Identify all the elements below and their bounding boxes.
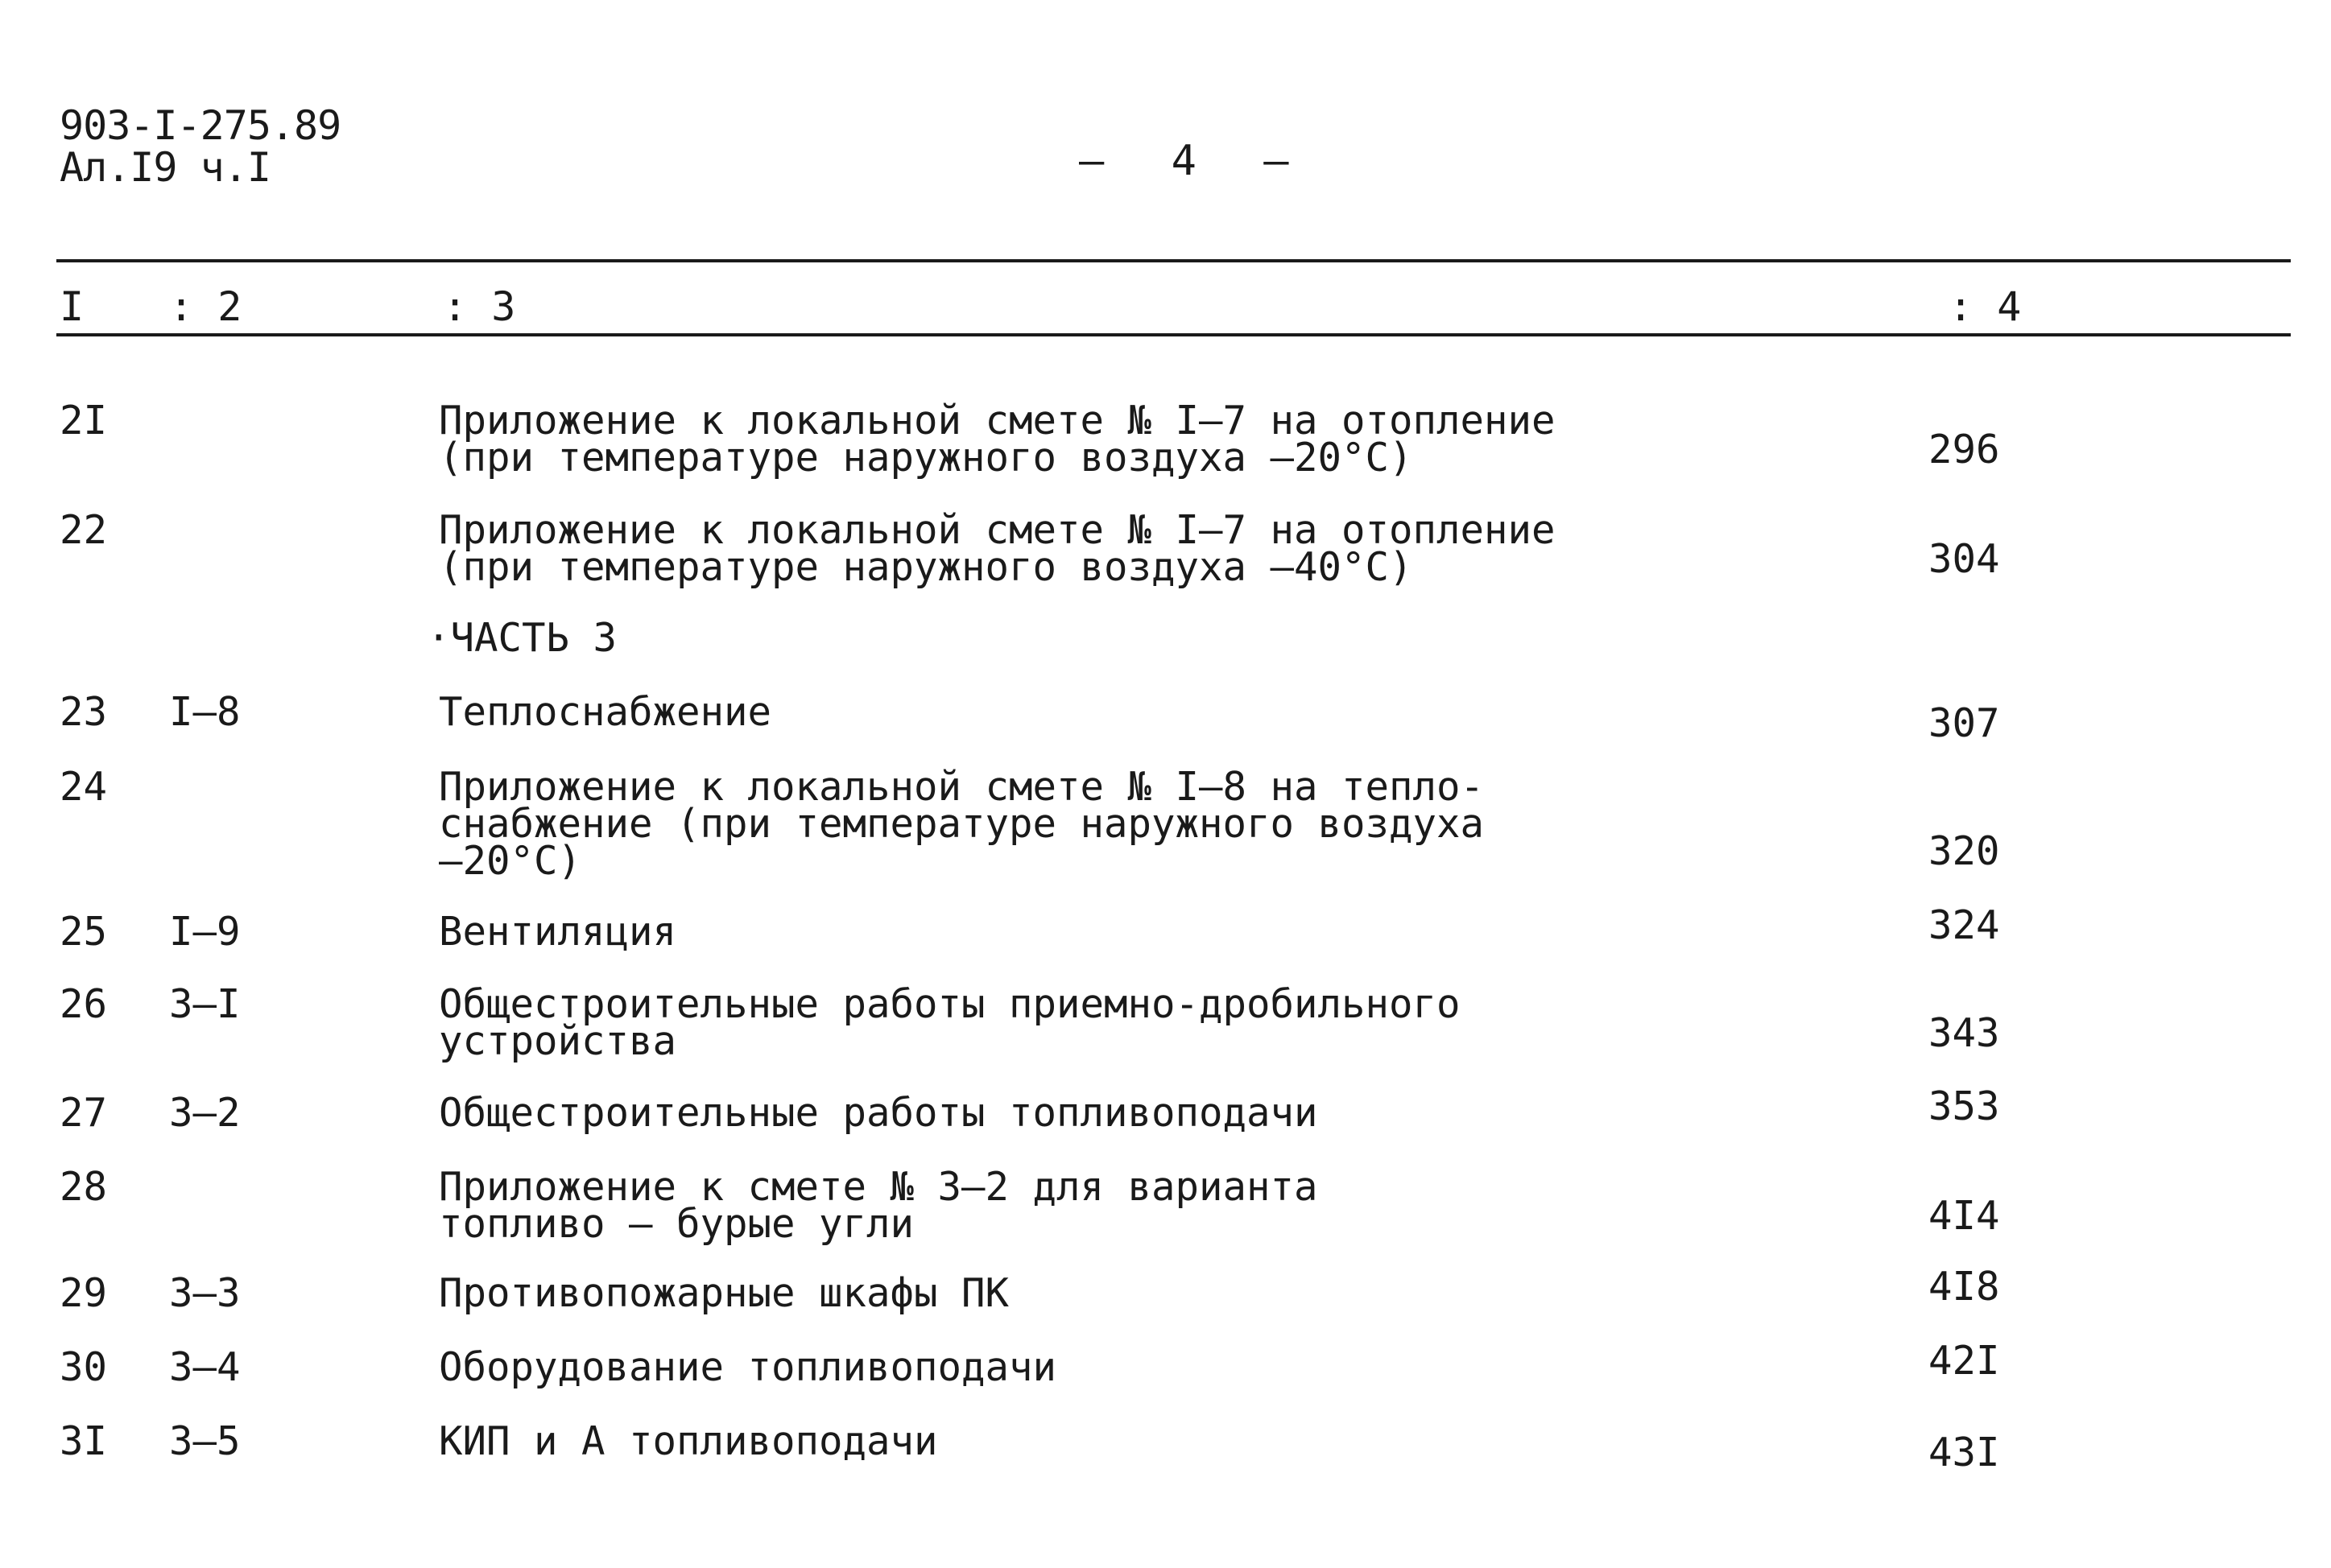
row-number: 24 — [60, 764, 108, 810]
row-title: Теплоснабжение — [439, 689, 772, 735]
row-page: 42I — [1928, 1338, 2000, 1384]
row-page: 43I — [1928, 1430, 2000, 1475]
row-page: 296 — [1928, 427, 2000, 472]
row-estimate-code: I–8 — [169, 689, 241, 735]
row-title: Приложение к смете № 3–2 для варианта топливо – бурые угли — [439, 1164, 1318, 1247]
row-page: 343 — [1928, 1010, 2000, 1056]
row-title: Общестроительные работы приемно-дробильного устройства — [439, 981, 1461, 1064]
row-title: Приложение к локальной смете № I–7 на отопление (при температуре наружного воздуха –40°С) — [439, 507, 1556, 590]
row-page: 353 — [1928, 1083, 2000, 1129]
row-number: 2I — [60, 398, 108, 444]
row-page: 324 — [1928, 902, 2000, 948]
row-title: Оборудование топливоподачи — [439, 1344, 1057, 1390]
table-header-col3: : 3 — [443, 283, 516, 330]
page-number: – 4 – — [1079, 137, 1291, 185]
row-estimate-code: I–9 — [169, 909, 241, 955]
document-code-line1: 903-I-275.89 — [60, 102, 341, 149]
part-label: ·ЧАСТЬ 3 — [427, 615, 618, 661]
row-number: 30 — [60, 1344, 108, 1390]
row-page: 4I4 — [1928, 1193, 2000, 1239]
row-page: 304 — [1928, 536, 2000, 582]
row-estimate-code: 3–5 — [169, 1418, 241, 1464]
table-header-rule — [56, 333, 2291, 336]
row-title: Противопожарные шкафы ПК — [439, 1270, 1010, 1316]
row-number: 28 — [60, 1164, 108, 1210]
row-number: 25 — [60, 909, 108, 955]
row-page: 307 — [1928, 700, 2000, 746]
row-title: Приложение к локальной смете № I–7 на отопление (при температуре наружного воздуха –20°С) — [439, 398, 1556, 481]
row-number: 29 — [60, 1270, 108, 1316]
row-number: 3I — [60, 1418, 108, 1464]
table-top-rule — [56, 259, 2291, 262]
table-header-col4: : 4 — [1949, 283, 2022, 330]
table-header-col1: I — [60, 283, 85, 330]
row-page: 320 — [1928, 828, 2000, 874]
row-title: Общестроительные работы топливоподачи — [439, 1090, 1318, 1136]
row-title: Вентиляция — [439, 909, 677, 955]
row-title: Приложение к локальной смете № I–8 на тепло- снабжение (при температуре наружного воздуха –20°С) — [439, 764, 1485, 884]
row-title: КИП и А топливоподачи — [439, 1418, 938, 1464]
document-code-line2: Ал.I9 ч.I — [60, 144, 271, 191]
row-estimate-code: 3–4 — [169, 1344, 241, 1390]
row-page: 4I8 — [1928, 1264, 2000, 1310]
document-code — [60, 102, 341, 191]
row-estimate-code: 3–3 — [169, 1270, 241, 1316]
row-number: 26 — [60, 981, 108, 1027]
row-number: 27 — [60, 1090, 108, 1136]
table-header-col2: : 2 — [169, 283, 242, 330]
row-number: 22 — [60, 507, 108, 553]
row-number: 23 — [60, 689, 108, 735]
row-estimate-code: 3–I — [169, 981, 241, 1027]
row-estimate-code: 3–2 — [169, 1090, 241, 1136]
